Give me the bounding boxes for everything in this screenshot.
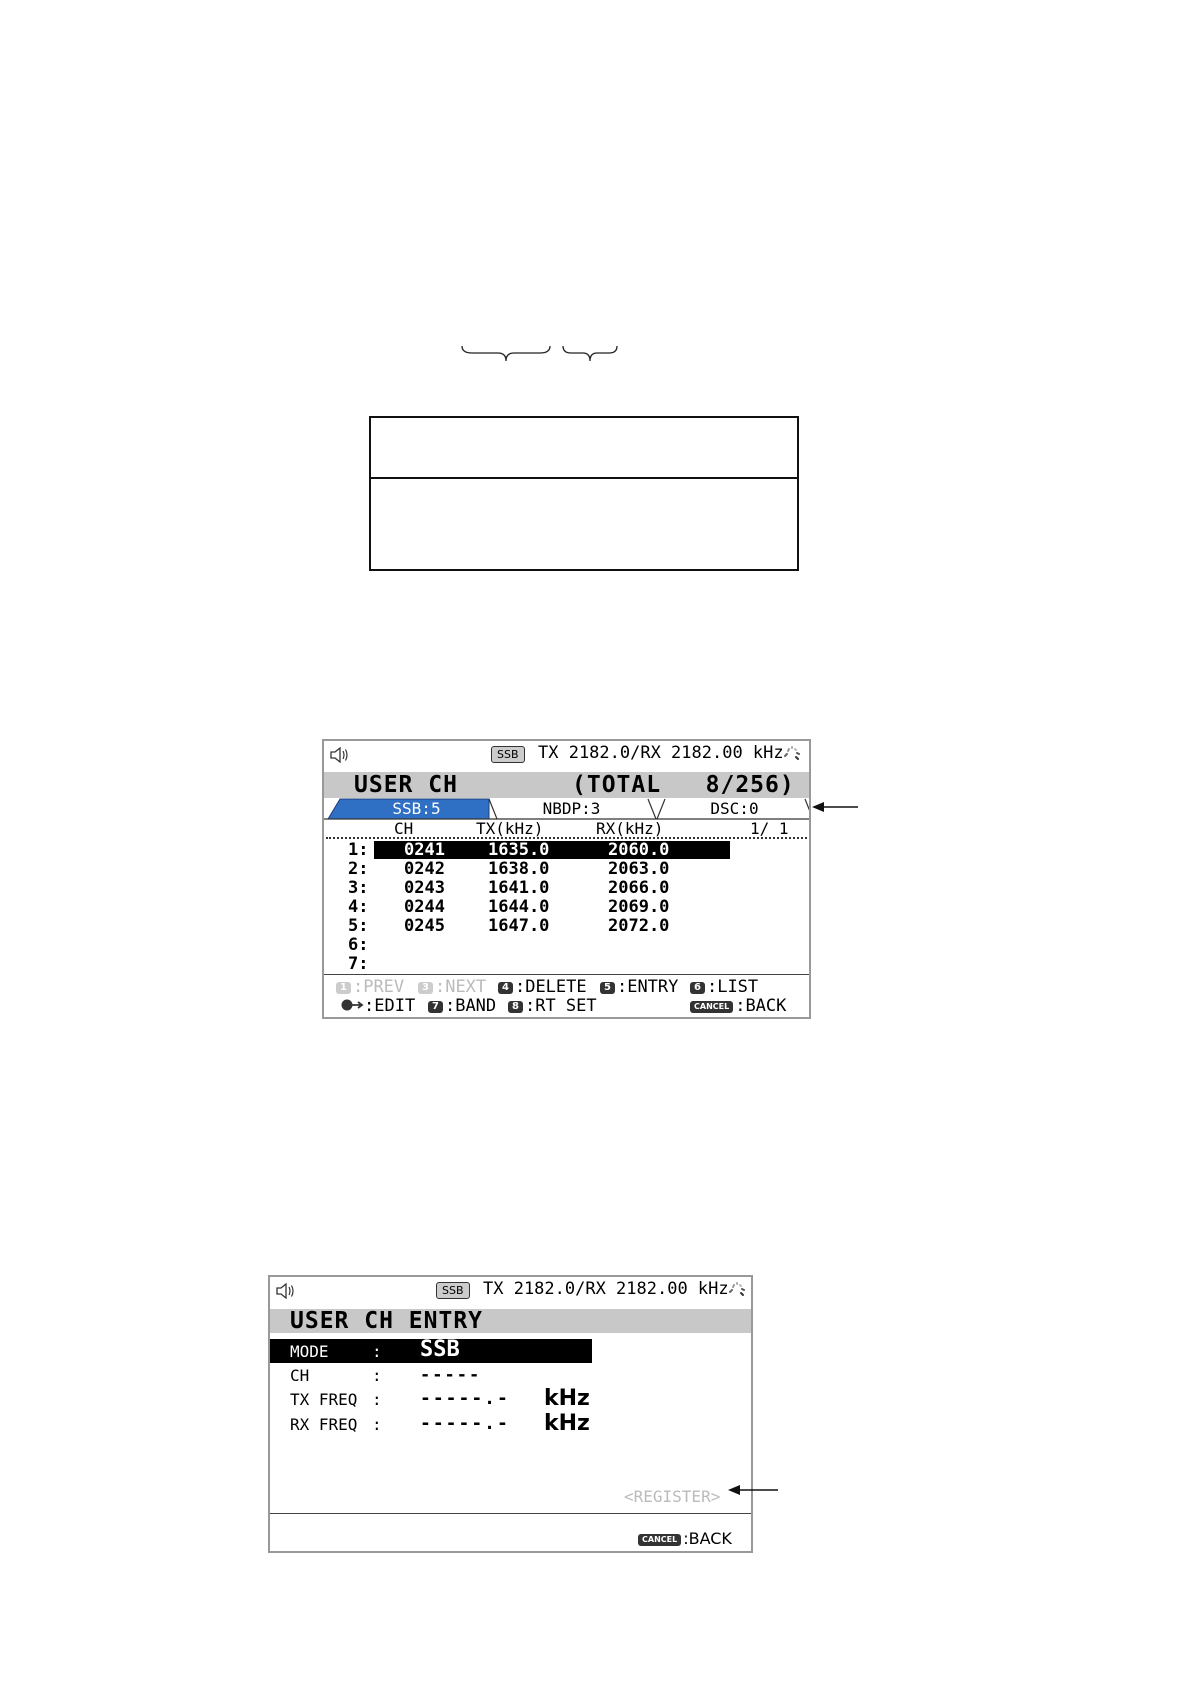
- table-divider: [371, 477, 797, 479]
- col-header-ch: CH: [394, 819, 414, 838]
- speaker-icon: [330, 747, 350, 763]
- field-label: CH: [290, 1366, 310, 1385]
- row-number: 4:: [348, 897, 369, 917]
- register-button[interactable]: <REGISTER>: [624, 1487, 721, 1506]
- row-ch: 0243: [404, 878, 445, 898]
- status-bar: [270, 1277, 751, 1303]
- row-ch: 0241: [404, 840, 445, 860]
- field-unit: kHz: [544, 1386, 590, 1411]
- mode-field[interactable]: [270, 1339, 592, 1363]
- busy-icon: [783, 746, 801, 762]
- field-value: SSB: [420, 1337, 460, 1362]
- col-header-rx: RX(kHz): [596, 819, 664, 838]
- tab-dsc[interactable]: DSC:0: [710, 799, 759, 818]
- screen-title: USER CH ENTRY: [290, 1308, 484, 1334]
- key-3-icon: 3: [418, 982, 433, 994]
- row-ch: 0245: [404, 916, 445, 936]
- row-number: 3:: [348, 878, 369, 898]
- screen-title-bar: [324, 772, 809, 798]
- row-number: 6:: [348, 935, 369, 955]
- callout-arrow-tabs: [812, 800, 860, 814]
- field-separator: :: [372, 1342, 382, 1361]
- field-unit: kHz: [544, 1411, 590, 1436]
- page-indicator: 1/ 1: [750, 819, 789, 838]
- row-number: 5:: [348, 916, 369, 936]
- field-label: RX FREQ: [290, 1415, 358, 1434]
- knob-push-icon: [340, 998, 364, 1012]
- rx-freq-field[interactable]: [270, 1412, 753, 1436]
- screen-title: USER CH: [354, 772, 458, 798]
- prev-button[interactable]: 1 :PREV: [336, 977, 404, 997]
- table-row[interactable]: [324, 878, 809, 897]
- header-divider: [326, 837, 807, 839]
- field-separator: :: [372, 1390, 382, 1409]
- row-tx: 1644.0: [488, 897, 550, 917]
- footer-divider: [270, 1513, 751, 1514]
- table-row[interactable]: [324, 859, 809, 878]
- mode-badge: SSB: [491, 746, 525, 763]
- row-ch: 0244: [404, 897, 445, 917]
- field-value: -----.-: [420, 1388, 510, 1409]
- user-ch-entry-screen: [268, 1275, 753, 1553]
- next-button[interactable]: 3 :NEXT: [418, 977, 486, 997]
- row-ch: 0242: [404, 859, 445, 879]
- row-rx: 2066.0: [608, 878, 670, 898]
- key-5-icon: 5: [600, 982, 615, 994]
- table-row[interactable]: [324, 916, 809, 935]
- key-7-icon: 7: [428, 1001, 443, 1013]
- row-rx: 2072.0: [608, 916, 670, 936]
- row-tx: 1638.0: [488, 859, 550, 879]
- col-header-tx: TX(kHz): [476, 819, 544, 838]
- field-value: -----: [420, 1365, 482, 1385]
- back-button[interactable]: CANCEL :BACK: [638, 1529, 732, 1548]
- field-value: -----.-: [420, 1413, 510, 1434]
- row-rx: 2060.0: [608, 840, 670, 860]
- row-number: 7:: [348, 954, 369, 974]
- field-separator: :: [372, 1366, 382, 1385]
- cancel-key-icon: CANCEL: [638, 1534, 681, 1546]
- screen-title-bar: [270, 1309, 751, 1333]
- field-separator: :: [372, 1415, 382, 1434]
- table-row[interactable]: [324, 954, 809, 973]
- band-button[interactable]: 7 :BAND: [428, 996, 496, 1016]
- key-8-icon: 8: [508, 1001, 523, 1013]
- busy-icon: [728, 1282, 746, 1298]
- field-label: MODE: [290, 1342, 329, 1361]
- table-row[interactable]: [324, 897, 809, 916]
- row-number: 1:: [348, 840, 369, 860]
- brace-right: [561, 344, 619, 364]
- back-button[interactable]: CANCEL :BACK: [690, 996, 786, 1016]
- tab-nbdp[interactable]: NBDP:3: [542, 799, 601, 818]
- edit-button[interactable]: :EDIT: [340, 996, 415, 1016]
- table-row[interactable]: [324, 840, 809, 859]
- row-tx: 1647.0: [488, 916, 550, 936]
- status-bar: [324, 741, 809, 767]
- row-tx: 1635.0: [488, 840, 550, 860]
- row-tx: 1641.0: [488, 878, 550, 898]
- total-count: (TOTAL 8/256): [572, 772, 795, 798]
- field-label: TX FREQ: [290, 1390, 358, 1409]
- key-1-icon: 1: [336, 982, 351, 994]
- key-6-icon: 6: [690, 982, 705, 994]
- mode-badge: SSB: [436, 1282, 470, 1299]
- tab-ssb[interactable]: SSB:5: [392, 799, 441, 818]
- user-ch-list-screen: [322, 739, 811, 1019]
- ch-field[interactable]: [270, 1363, 753, 1387]
- tx-freq-field[interactable]: [270, 1387, 753, 1411]
- entry-button[interactable]: 5 :ENTRY: [600, 977, 678, 997]
- row-rx: 2069.0: [608, 897, 670, 917]
- table-row[interactable]: [324, 935, 809, 954]
- footer-divider: [324, 974, 809, 975]
- row-rx: 2063.0: [608, 859, 670, 879]
- callout-arrow-register: [728, 1483, 780, 1497]
- rt-set-button[interactable]: 8 :RT SET: [508, 996, 597, 1016]
- delete-button[interactable]: 4 :DELETE: [498, 977, 587, 997]
- list-button[interactable]: 6 :LIST: [690, 977, 758, 997]
- key-4-icon: 4: [498, 982, 513, 994]
- speaker-icon: [276, 1283, 296, 1299]
- cancel-key-icon: CANCEL: [690, 1001, 733, 1013]
- row-number: 2:: [348, 859, 369, 879]
- brace-left: [460, 344, 552, 364]
- frequency-readout: TX 2182.0/RX 2182.00 kHz: [538, 743, 784, 763]
- empty-table: [369, 416, 799, 571]
- frequency-readout: TX 2182.0/RX 2182.00 kHz: [483, 1279, 729, 1299]
